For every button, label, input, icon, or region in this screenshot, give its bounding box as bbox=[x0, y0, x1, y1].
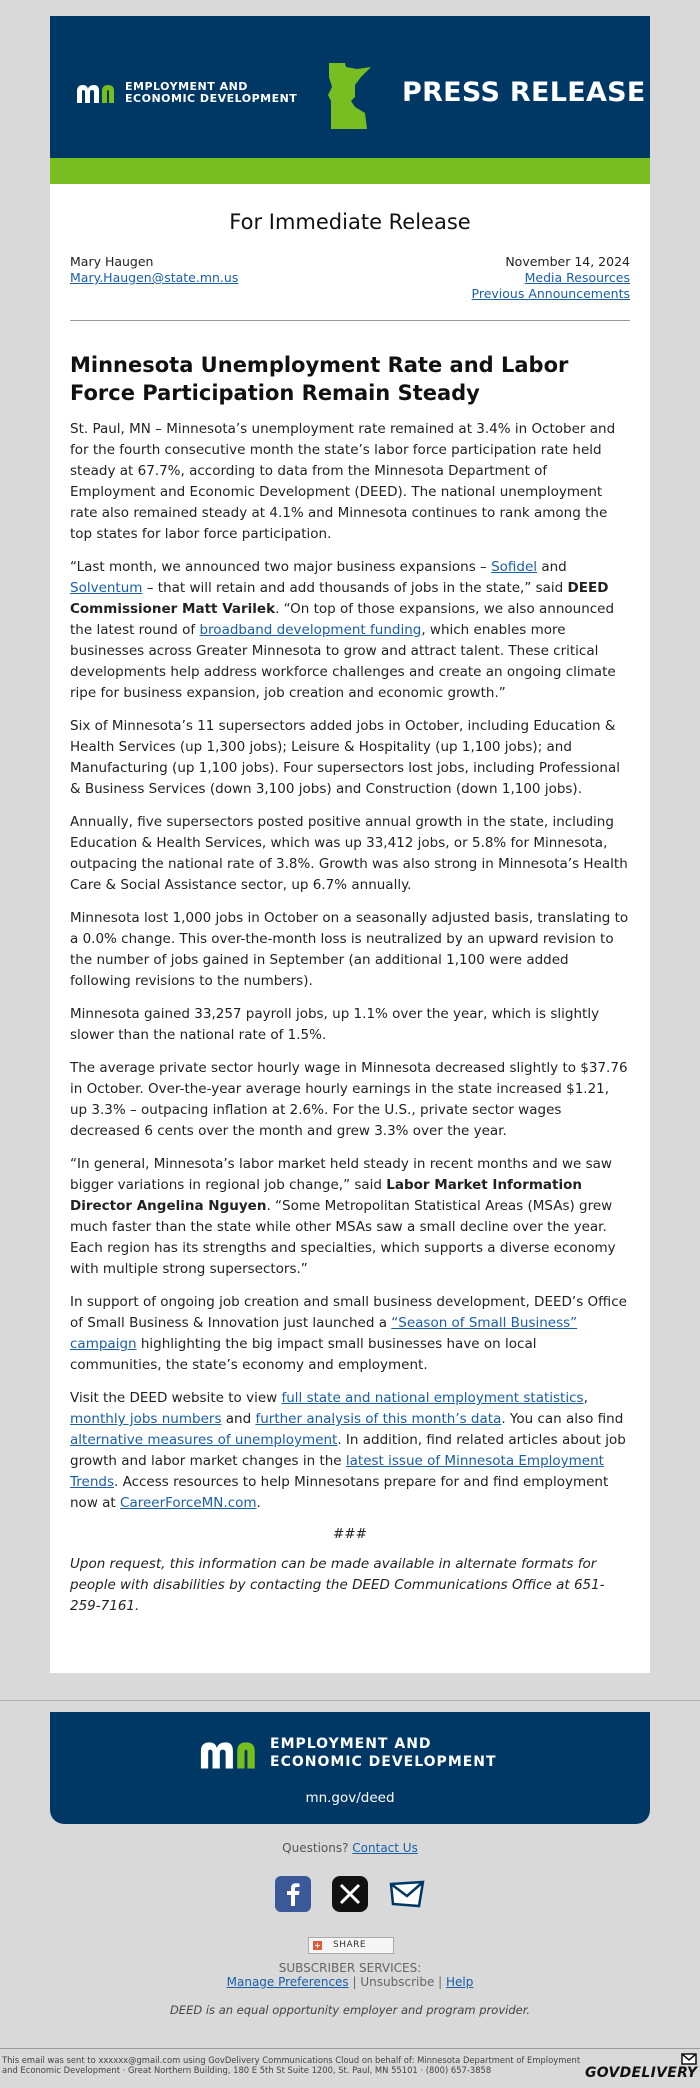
contact-name: Mary Haugen bbox=[70, 254, 154, 269]
previous-announcements-link[interactable]: Previous Announcements bbox=[471, 286, 630, 301]
paragraph-4: Annually, five supersectors posted positive annual growth in the state, including Education & Health Services, which was up 33,412 jobs, or 5.8% for Minnesota, outpacing the national rate of 3.8%. Growth was also strong in Minnesota’s Health Care & Social Assistance sector, up 6.7% annually. bbox=[70, 814, 628, 893]
sent-notice: This email was sent to xxxxxx@gmail.com using GovDelivery Communications Cloud on behalf of: Minnesota Department of Employment and Economic Development · Great Northern Building, 180 E 5th St Suite 1200, St. Paul, MN 55101 · (800) 657-3858 bbox=[2, 2055, 581, 2075]
careerforce-link[interactable]: CareerForceMN.com bbox=[120, 1495, 257, 1511]
govdelivery-logo: GOVDELIVERY bbox=[585, 2065, 698, 2081]
headline: Minnesota Unemployment Rate and Labor Force Participation Remain Steady bbox=[70, 353, 569, 405]
paragraph-10: Visit the DEED website to view full state and national employment statistics, monthly jobs numbers and further analysis of this month’s data. You can also find alternative measures of unemployment. In addition, find related articles about job growth and labor market changes in the latest issue of Minnesota Employment Trends. Access resources to help Minnesotans prepare for and find employment now at CareerForceMN.com. bbox=[70, 1390, 626, 1511]
media-resources-link[interactable]: Media Resources bbox=[524, 270, 630, 285]
paragraph-6: Minnesota gained 33,257 payroll jobs, up 1.1% over the year, which is slightly slower than the national rate of 1.5%. bbox=[70, 1006, 600, 1043]
subscriber-services: SUBSCRIBER SERVICES: Manage Preferences | Unsubscribe | Help bbox=[0, 1961, 700, 1989]
employment-trends-link[interactable]: latest issue of Minnesota Employment Trends bbox=[70, 1453, 604, 1490]
footer-org-line1: EMPLOYMENT AND bbox=[270, 1736, 432, 1752]
minnesota-state-icon bbox=[325, 61, 375, 131]
facebook-icon[interactable] bbox=[275, 1876, 311, 1912]
footer-mn-logo-icon bbox=[198, 1738, 262, 1770]
bottom-divider bbox=[0, 2048, 700, 2049]
paragraph-5: Minnesota lost 1,000 jobs in October on a seasonally adjusted basis, translating to a 0.0% change. This over-the-month loss is neutralized by an upward revision to the number of jobs gained in September (an additional 1,100 were added following revisions to the numbers). bbox=[70, 910, 629, 989]
green-accent-bar bbox=[50, 158, 650, 184]
paragraph-7: The average private sector hourly wage in Minnesota decreased slightly to $37.76 in October. Over-the-year average hourly earnings in the state increased $1.21, up 3.3% – outpacing inflation at 2.6%. For the U.S., private sector wages decreased 6 cents over the month and grew 3.3% over the year. bbox=[70, 1060, 628, 1139]
lmi-director-name: Labor Market Information Director Angelina Nguyen bbox=[70, 1177, 582, 1214]
paragraph-9: In support of ongoing job creation and small business development, DEED’s Office of Small Business & Innovation just launched a “Season of Small Business” campaign highlighting the big impact small businesses have on local communities, the state’s economy and employment. bbox=[70, 1294, 627, 1373]
unsubscribe-link[interactable]: Unsubscribe bbox=[360, 1975, 435, 1989]
mn-logo-icon bbox=[75, 82, 119, 104]
share-button[interactable] bbox=[308, 1937, 394, 1954]
manage-preferences-link[interactable]: Manage Preferences bbox=[226, 1975, 349, 1989]
questions-line: Questions? Contact Us bbox=[282, 1841, 418, 1855]
press-release-title: PRESS RELEASE bbox=[402, 77, 646, 108]
footer-divider bbox=[0, 1700, 700, 1701]
govdelivery-envelope-icon bbox=[681, 2052, 697, 2066]
share-label: SHARE bbox=[333, 1940, 367, 1950]
further-analysis-link[interactable]: further analysis of this month’s data bbox=[255, 1411, 502, 1427]
header-org-line2: ECONOMIC DEVELOPMENT bbox=[125, 92, 298, 105]
contact-email-link[interactable]: Mary.Haugen@state.mn.us bbox=[70, 270, 239, 285]
paragraph-2: “Last month, we announced two major business expansions – Sofidel and Solventum – that will retain and add thousands of jobs in the state,” said DEED Commissioner Matt Varilek. “On top of those expansions, we also announced the latest round of broadband development funding, which enables more businesses across Greater Minnesota to grow and attract talent. These critical developments help address workforce challenges and create an ongoing climate ripe for business expansion, job creation and economic growth.” bbox=[70, 559, 616, 701]
header-org-name bbox=[125, 81, 297, 105]
solventum-link[interactable]: Solventum bbox=[70, 580, 143, 596]
broadband-funding-link[interactable]: broadband development funding bbox=[199, 622, 422, 638]
divider bbox=[70, 320, 630, 321]
header-banner bbox=[50, 16, 650, 158]
release-meta bbox=[70, 254, 630, 310]
sofidel-link[interactable]: Sofidel bbox=[491, 559, 538, 575]
footer-url: mn.gov/deed bbox=[305, 1790, 395, 1806]
season-small-business-link[interactable]: “Season of Small Business” campaign bbox=[70, 1315, 578, 1352]
paragraph-1: St. Paul, MN – Minnesota’s unemployment rate remained at 3.4% in October and for the fourth consecutive month the state’s labor force participation rate held steady at 67.7%, according to data from the Minnesota Department of Employment and Economic Development (DEED). The national unemployment rate also remained steady at 4.1% and Minnesota continues to rank among the top states for labor force participation. bbox=[70, 421, 616, 542]
footer-org-line2: ECONOMIC DEVELOPMENT bbox=[270, 1754, 497, 1770]
press-release-card bbox=[50, 16, 650, 1673]
monthly-jobs-link[interactable]: monthly jobs numbers bbox=[70, 1411, 222, 1427]
alternative-measures-link[interactable]: alternative measures of unemployment bbox=[70, 1432, 338, 1448]
contact-us-link[interactable]: Contact Us bbox=[352, 1841, 418, 1855]
help-link[interactable]: Help bbox=[446, 1975, 474, 1989]
commissioner-name: DEED Commissioner Matt Varilek bbox=[70, 580, 609, 617]
end-marker: ### bbox=[333, 1526, 367, 1542]
accessibility-notice: Upon request, this information can be made available in alternate formats for people with disabilities by contacting the DEED Communications Office at 651-259-7161. bbox=[70, 1556, 605, 1614]
equal-opportunity-statement: DEED is an equal opportunity employer and program provider. bbox=[169, 2003, 531, 2017]
footer-badge bbox=[50, 1712, 650, 1824]
for-immediate-release: For Immediate Release bbox=[229, 210, 471, 234]
release-date: November 14, 2024 bbox=[505, 254, 630, 269]
share-plus-icon: + bbox=[314, 1941, 321, 1950]
paragraph-3: Six of Minnesota’s 11 supersectors added jobs in October, including Education & Health Services (up 1,300 jobs); Leisure & Hospitality (up 1,100 jobs); and Manufacturing (up 1,100 jobs). Four supersectors lost jobs, including Professional & Business Services (down 3,100 jobs) and Construction (down 1,100 jobs). bbox=[70, 718, 621, 797]
x-twitter-icon[interactable] bbox=[332, 1876, 368, 1912]
paragraph-8: “In general, Minnesota’s labor market held steady in recent months and we saw bigger variations in regional job change,” said Labor Market Information Director Angelina Nguyen. “Some Metropolitan Statistical Areas (MSAs) grew much faster than the state while other MSAs saw a small decline over the year. Each region has its strengths and specialties, which supports a diverse economy with multiple strong supersectors.” bbox=[70, 1156, 616, 1277]
email-share-icon[interactable] bbox=[389, 1876, 425, 1912]
employment-statistics-link[interactable]: full state and national employment statistics bbox=[281, 1390, 584, 1406]
subscriber-services-title: SUBSCRIBER SERVICES: bbox=[278, 1961, 422, 1975]
header-org-line1: EMPLOYMENT AND bbox=[125, 80, 248, 93]
footer-org-name bbox=[270, 1735, 497, 1771]
